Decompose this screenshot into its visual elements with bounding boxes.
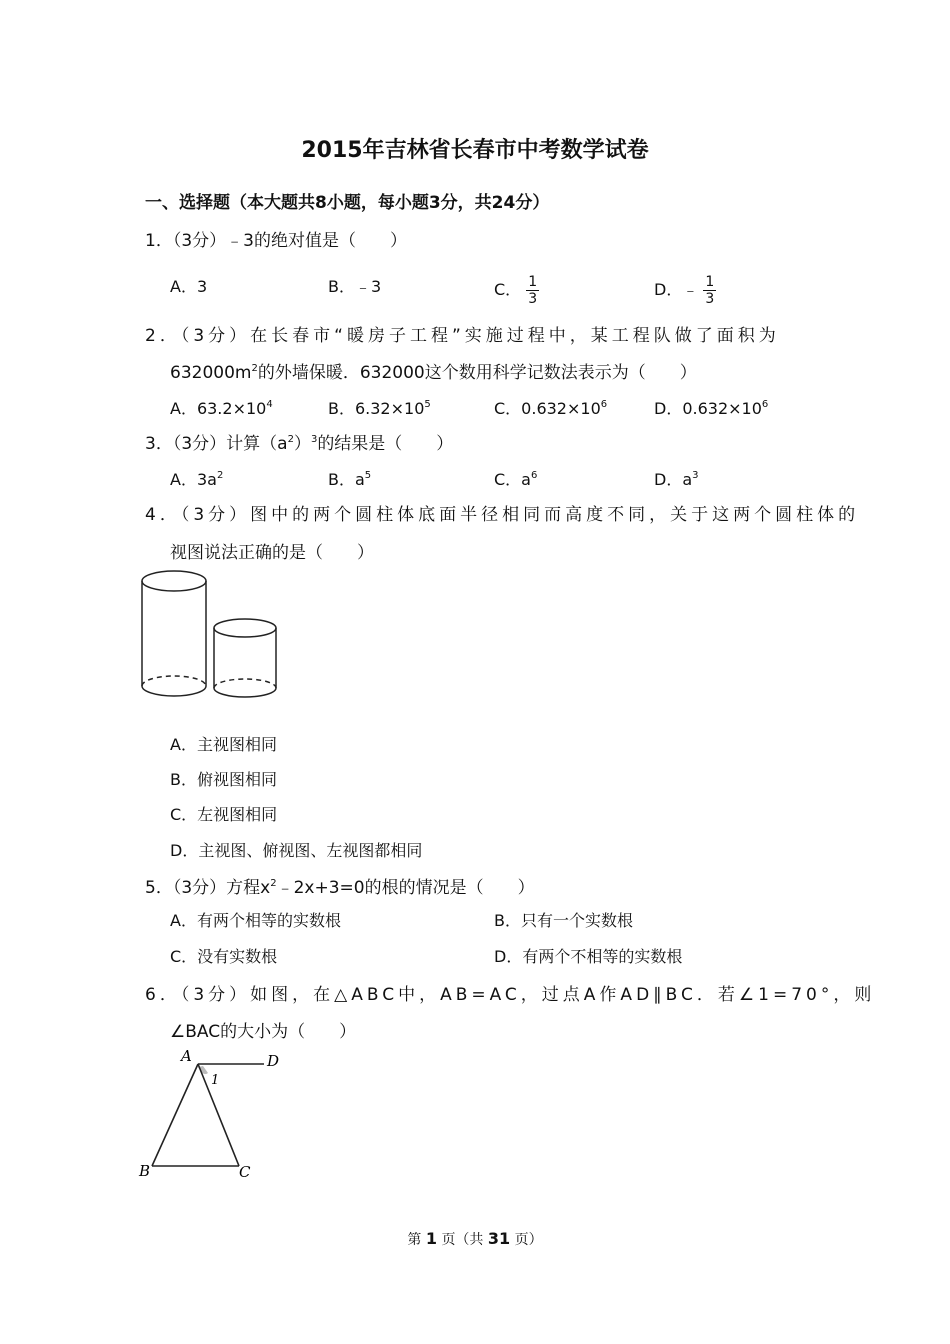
question-4-option-c: C．左视图相同	[170, 805, 278, 824]
triangle-figure	[135, 1043, 295, 1183]
page-total: 31	[487, 1229, 511, 1248]
question-5-option-b: B．只有一个实数根	[494, 911, 633, 930]
label-c: C	[239, 1163, 251, 1181]
question-4-option-b: B．俯视图相同	[170, 770, 277, 789]
fraction-one-third: $\frac{1}{3}$	[705, 274, 715, 307]
label-d: D	[267, 1052, 280, 1070]
question-2-stem-line2: $632000m^2$的外墙保暖．632000这个数用科学记数法表示为（ ）	[170, 363, 697, 383]
question-1-option-d-label: D．﹣	[654, 280, 699, 299]
question-1-option-c-label: C．	[494, 280, 522, 299]
question-1-option-d	[654, 274, 716, 307]
question-2-option-c: C．$0.632\times 10^6$	[494, 399, 608, 418]
question-3-stem: 3．（3分）计算$(a^2)^3$的结果是（ ）	[145, 434, 454, 454]
question-3-option-a: A．$3a^2$	[170, 470, 224, 489]
question-5-option-d: D．有两个不相等的实数根	[494, 947, 683, 966]
short-cylinder-bottom-front	[214, 688, 276, 697]
question-4-stem-line2: 视图说法正确的是（ ）	[170, 543, 374, 563]
page-footer: 第 1 页（共 31 页）	[407, 1229, 543, 1248]
side-ab	[152, 1064, 198, 1166]
page-title: 2015年吉林省长春市中考数学试卷	[301, 138, 649, 163]
fraction-one-third: $\frac{1}{3}$	[528, 274, 538, 307]
question-1-option-c	[494, 274, 539, 307]
page-number: 1	[425, 1229, 437, 1248]
question-2-option-d: D．$0.632\times 10^6$	[654, 399, 769, 418]
question-5-stem: 5．（3分）方程$x^2﹣2x+3=0$的根的情况是（ ）	[145, 878, 535, 898]
short-cylinder-top	[214, 619, 276, 637]
question-5-option-a: A．有两个相等的实数根	[170, 911, 341, 930]
tall-cylinder-bottom-front	[142, 686, 206, 696]
question-2-option-b: B．$6.32\times 10^5$	[328, 399, 431, 418]
label-angle-1: 1	[211, 1073, 220, 1088]
question-3-option-b: B．$a^5$	[328, 470, 372, 489]
question-1-stem: 1．（3分）﹣3的绝对值是（ ）	[145, 231, 407, 251]
question-2-option-a: A．$63.2\times 10^4$	[170, 399, 273, 418]
cylinders-figure	[135, 563, 285, 708]
question-4-stem-line1: 4．（3分）图中的两个圆柱体底面半径相同而高度不同，关于这两个圆柱体的	[145, 505, 860, 525]
question-3-option-d: D．$a^3$	[654, 470, 699, 489]
question-4-option-d: D．主视图、俯视图、左视图都相同	[170, 841, 423, 860]
label-a: A	[181, 1047, 192, 1065]
question-2-stem-line1: 2．（3分）在长春市“暖房子工程”实施过程中，某工程队做了面积为	[145, 326, 780, 346]
label-b: B	[139, 1162, 151, 1180]
question-1-option-b: B．﹣3	[328, 277, 382, 296]
question-1-option-a: A．3	[170, 277, 208, 296]
section-heading: 一、选择题（本大题共8小题，每小题3分，共24分）	[145, 193, 550, 213]
tall-cylinder-top	[142, 571, 206, 591]
short-cylinder-bottom-back	[214, 679, 276, 688]
question-4-option-a: A．主视图相同	[170, 735, 277, 754]
tall-cylinder-bottom-back	[142, 676, 206, 686]
question-6-stem-line2: ∠BAC的大小为（ ）	[170, 1022, 357, 1042]
question-3-option-c: C．$a^6$	[494, 470, 538, 489]
question-6-stem-line1: 6．（3分）如图，在△ABC中，AB=AC，过点A作AD∥BC．若∠1=70°，则	[145, 985, 876, 1005]
question-5-option-c: C．没有实数根	[170, 947, 278, 966]
